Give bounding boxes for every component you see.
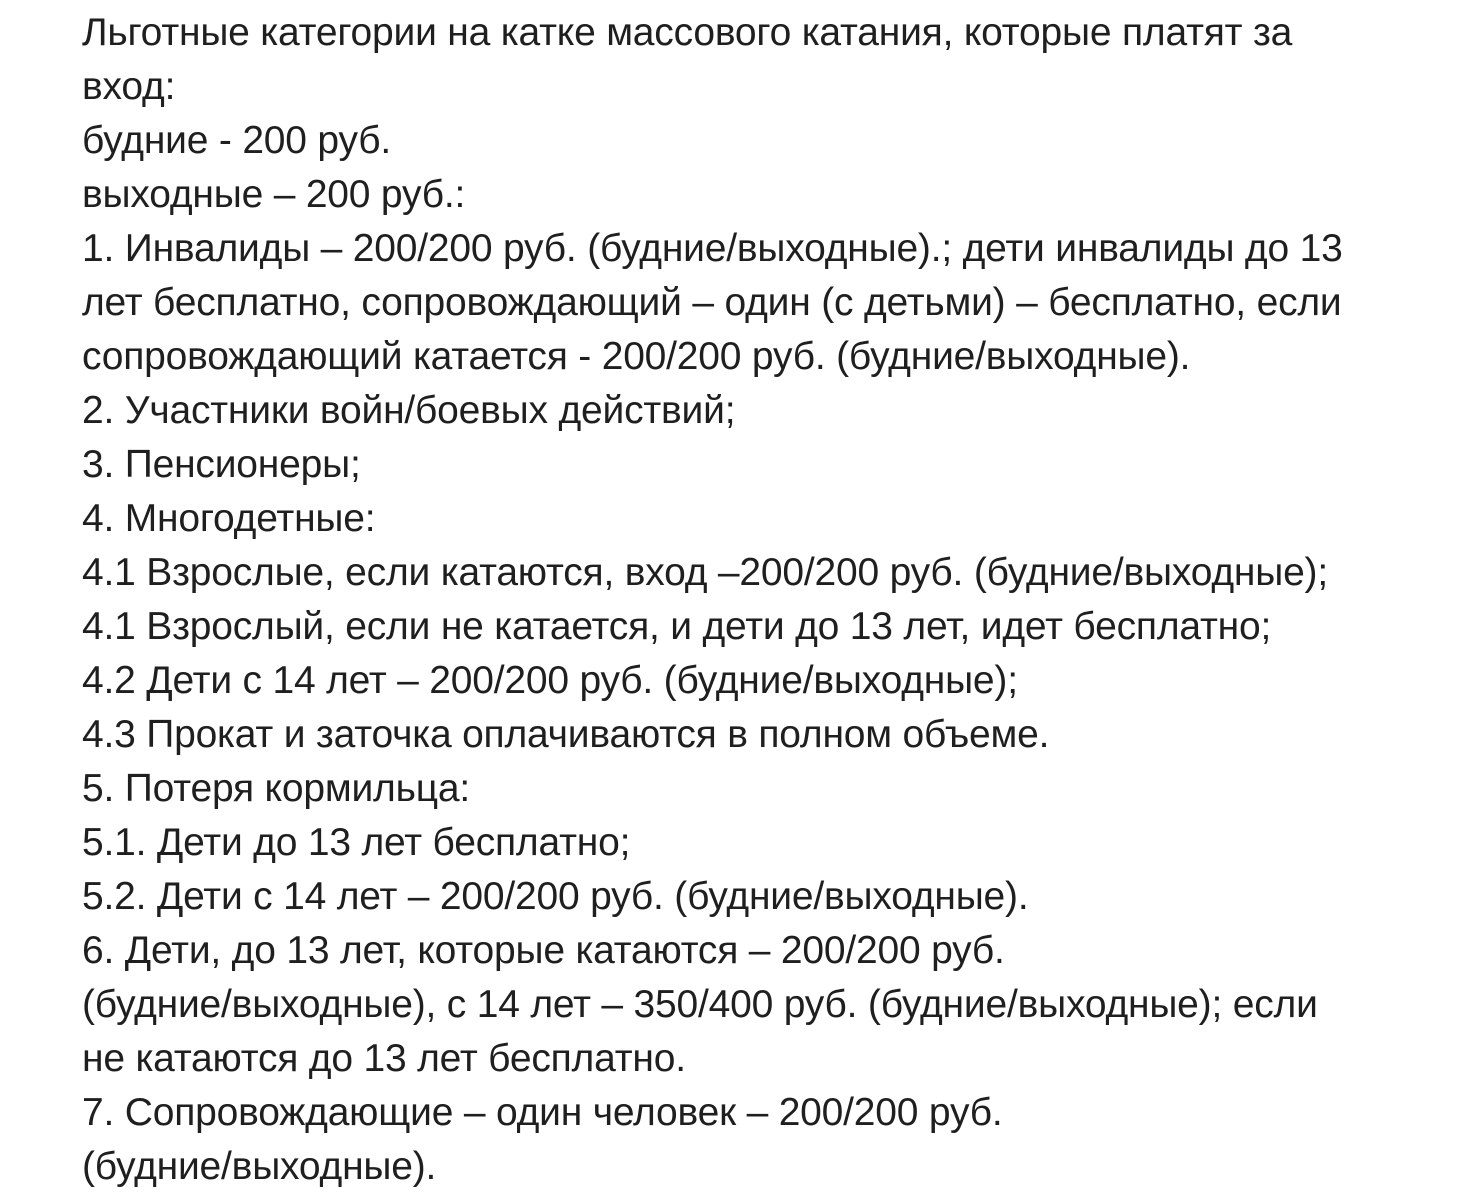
text-line-10: 4. Многодетные: <box>82 497 376 540</box>
text-line-19: (будние/выходные), с 14 лет – 350/400 руб. (будние/выходные); если <box>82 983 1318 1026</box>
text-line-9: 3. Пенсионеры; <box>82 443 361 486</box>
text-line-17: 5.2. Дети с 14 лет – 200/200 руб. (будние/выходные). <box>82 875 1029 918</box>
text-line-14: 4.3 Прокат и заточка оплачиваются в полном объеме. <box>82 713 1050 756</box>
text-line-5: 1. Инвалиды – 200/200 руб. (будние/выходные).; дети инвалиды до 13 <box>82 227 1343 270</box>
text-line-18: 6. Дети, до 13 лет, которые катаются – 200/200 руб. <box>82 929 1005 972</box>
text-line-2: вход: <box>82 65 176 108</box>
text-line-3: будние - 200 руб. <box>82 119 391 162</box>
post-text <box>82 6 1442 1194</box>
text-line-1: Льготные категории на катке массового катания, которые платят за <box>82 11 1293 54</box>
text-line-8: 2. Участники войн/боевых действий; <box>82 389 736 432</box>
text-line-11: 4.1 Взрослые, если катаются, вход –200/200 руб. (будние/выходные); <box>82 551 1328 594</box>
text-line-13: 4.2 Дети с 14 лет – 200/200 руб. (будние/выходные); <box>82 659 1018 702</box>
text-line-20: не катаются до 13 лет бесплатно. <box>82 1037 686 1080</box>
text-line-4: выходные – 200 руб.: <box>82 173 466 216</box>
text-line-16: 5.1. Дети до 13 лет бесплатно; <box>82 821 631 864</box>
text-line-15: 5. Потеря кормильца: <box>82 767 470 810</box>
text-line-12: 4.1 Взрослый, если не катается, и дети до 13 лет, идет бесплатно; <box>82 605 1272 648</box>
text-line-21: 7. Сопровождающие – один человек – 200/200 руб. <box>82 1091 1003 1134</box>
text-line-6: лет бесплатно, сопровождающий – один (с детьми) – бесплатно, если <box>82 281 1342 324</box>
text-line-22: (будние/выходные). <box>82 1145 437 1188</box>
text-line-7: сопровождающий катается - 200/200 руб. (будние/выходные). <box>82 335 1191 378</box>
